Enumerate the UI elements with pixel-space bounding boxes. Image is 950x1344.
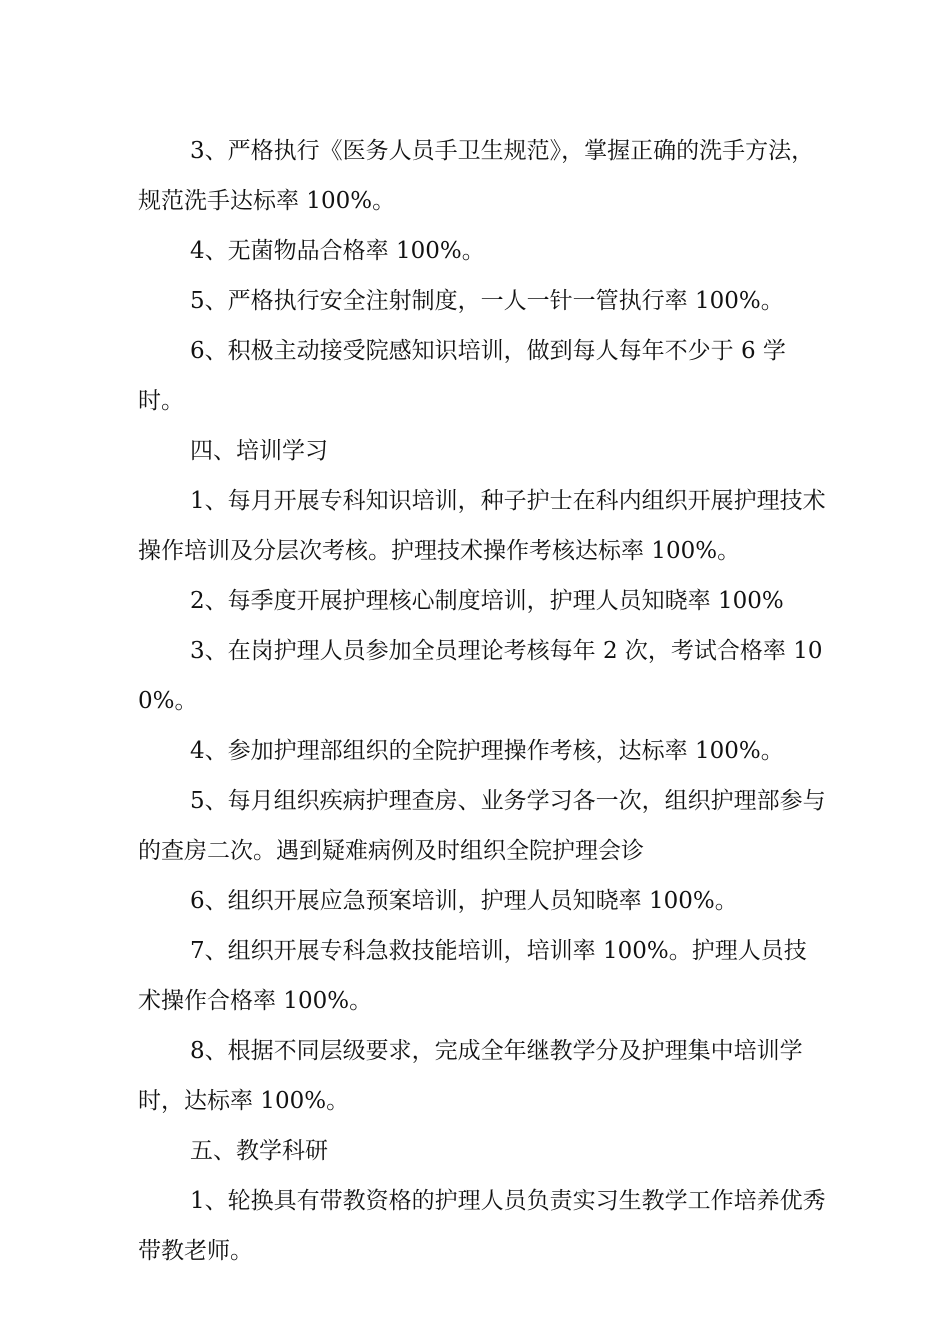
document-body: [138, 126, 828, 1276]
paragraph-first-aid: 7、组织开展专科急救技能培训，培训率 100%。护理人员技术操作合格率 100%。: [138, 938, 807, 1014]
paragraph-theory-exam: 3、在岗护理人员参加全员理论考核每年 2 次，考试合格率 100%。: [138, 638, 823, 714]
paragraph-hand-hygiene: 3、严格执行《医务人员手卫生规范》，掌握正确的洗手方法，规范洗手达标率 100%。: [138, 138, 815, 214]
paragraph-quarterly-training: 2、每季度开展护理核心制度培训，护理人员知晓率 100%: [190, 588, 784, 614]
paragraph-ward-rounds: 5、每月组织疾病护理查房、业务学习各一次，组织护理部参与的查房二次。遇到疑难病例及时组织全院护理会诊: [138, 788, 826, 864]
paragraph-emergency-plan: 6、组织开展应急预案培训，护理人员知晓率 100%。: [190, 888, 738, 914]
paragraph-operation-exam: 4、参加护理部组织的全院护理操作考核，达标率 100%。: [190, 738, 784, 764]
paragraph-continuing-education: 8、根据不同层级要求，完成全年继教学分及护理集中培训学时，达标率 100%。: [138, 1038, 803, 1114]
section-heading-training: 四、培训学习: [190, 438, 328, 464]
paragraph-monthly-training: 1、每月开展专科知识培训，种子护士在科内组织开展护理技术操作培训及分层次考核。护理技术操作考核达标率 100%。: [138, 488, 826, 564]
section-heading-teaching: 五、教学科研: [190, 1138, 328, 1164]
paragraph-teaching-staff: 1、轮换具有带教资格的护理人员负责实习生教学工作培养优秀带教老师。: [138, 1188, 826, 1264]
paragraph-sterile-items: 4、无菌物品合格率 100%。: [190, 238, 485, 264]
paragraph-infection-training: 6、积极主动接受院感知识培训，做到每人每年不少于 6 学时。: [138, 338, 786, 414]
paragraph-safe-injection: 5、严格执行安全注射制度，一人一针一管执行率 100%。: [190, 288, 784, 314]
